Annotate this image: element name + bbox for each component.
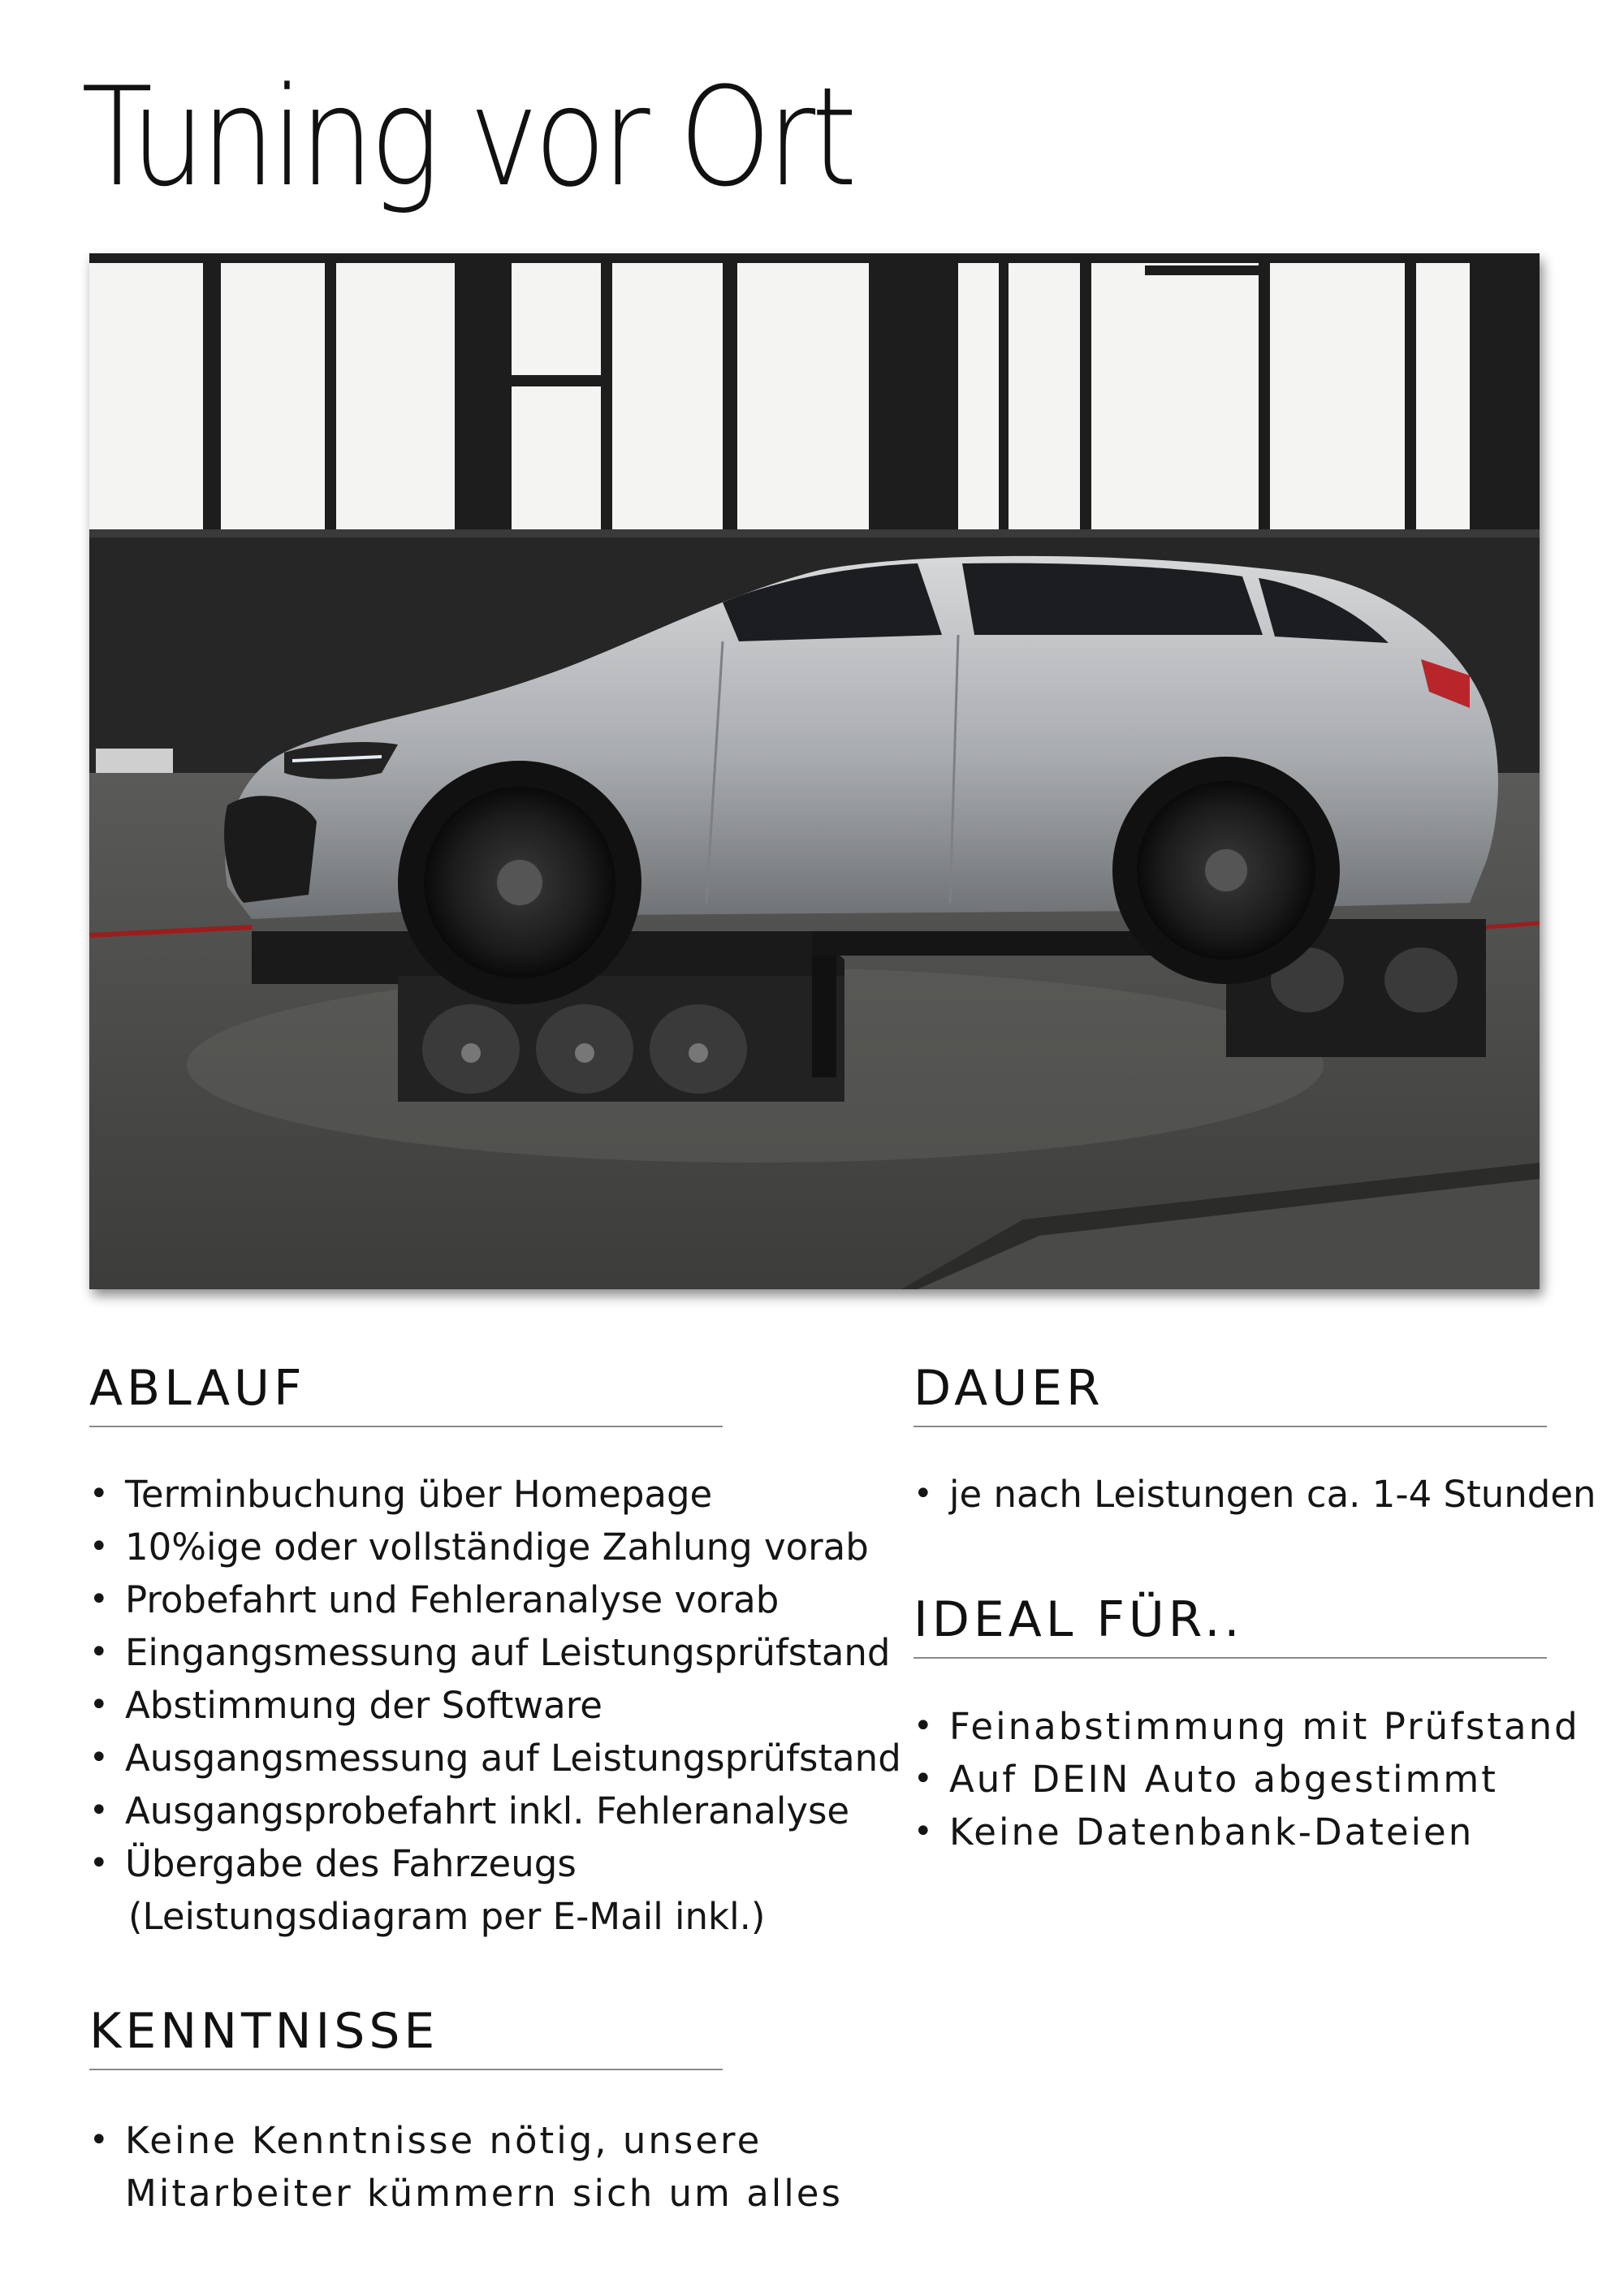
list-item [89,2114,843,2220]
list-item [89,1837,901,1943]
ideal-heading: IDEAL FÜR.. [914,1591,1244,1648]
list-item: • je nach Leistungen ca. 1-4 Stunden [914,1468,1596,1521]
list-item: • Keine Datenbank-Dateien [914,1806,1580,1858]
ablauf-list [89,1468,901,1943]
list-item-continuation: (Leistungsdiagram per E-Mail inkl.) [128,1895,766,1938]
list-item: • Auf DEIN Auto abgestimmt [914,1753,1580,1806]
list-item: • Ausgangsmessung auf Leistungsprüfstand [89,1732,901,1785]
list-item: • Eingangsmessung auf Leistungsprüfstand [89,1626,901,1679]
page-title: Tuning vor Ort [81,58,853,217]
list-item: • Probefahrt und Fehleranalyse vorab [89,1573,901,1626]
car-dyno-photo [89,253,1540,1289]
ideal-divider [914,1657,1547,1659]
dauer-heading: DAUER [914,1360,1104,1417]
kenntnisse-list [89,2114,843,2220]
list-item: • 10%ige oder vollständige Zahlung vorab [89,1521,901,1573]
list-item: • Feinabstimmung mit Prüfstand [914,1700,1580,1753]
list-item: • Terminbuchung über Homepage [89,1468,901,1521]
list-item-continuation: Mitarbeiter kümmern sich um alles [125,2172,843,2215]
ablauf-divider [89,1426,723,1427]
kenntnisse-divider [89,2069,723,2070]
list-item: • Abstimmung der Software [89,1679,901,1732]
dauer-list [914,1468,1596,1521]
list-item-text: Übergabe des Fahrzeugs [125,1842,577,1885]
kenntnisse-heading: KENNTNISSE [89,2003,439,2060]
ablauf-heading: ABLAUF [89,1360,306,1417]
ideal-list [914,1700,1580,1858]
list-item: • Ausgangsprobefahrt inkl. Fehleranalyse [89,1785,901,1837]
list-item-text: Keine Kenntnisse nötig, unsere [125,2119,762,2162]
dauer-divider [914,1426,1547,1427]
